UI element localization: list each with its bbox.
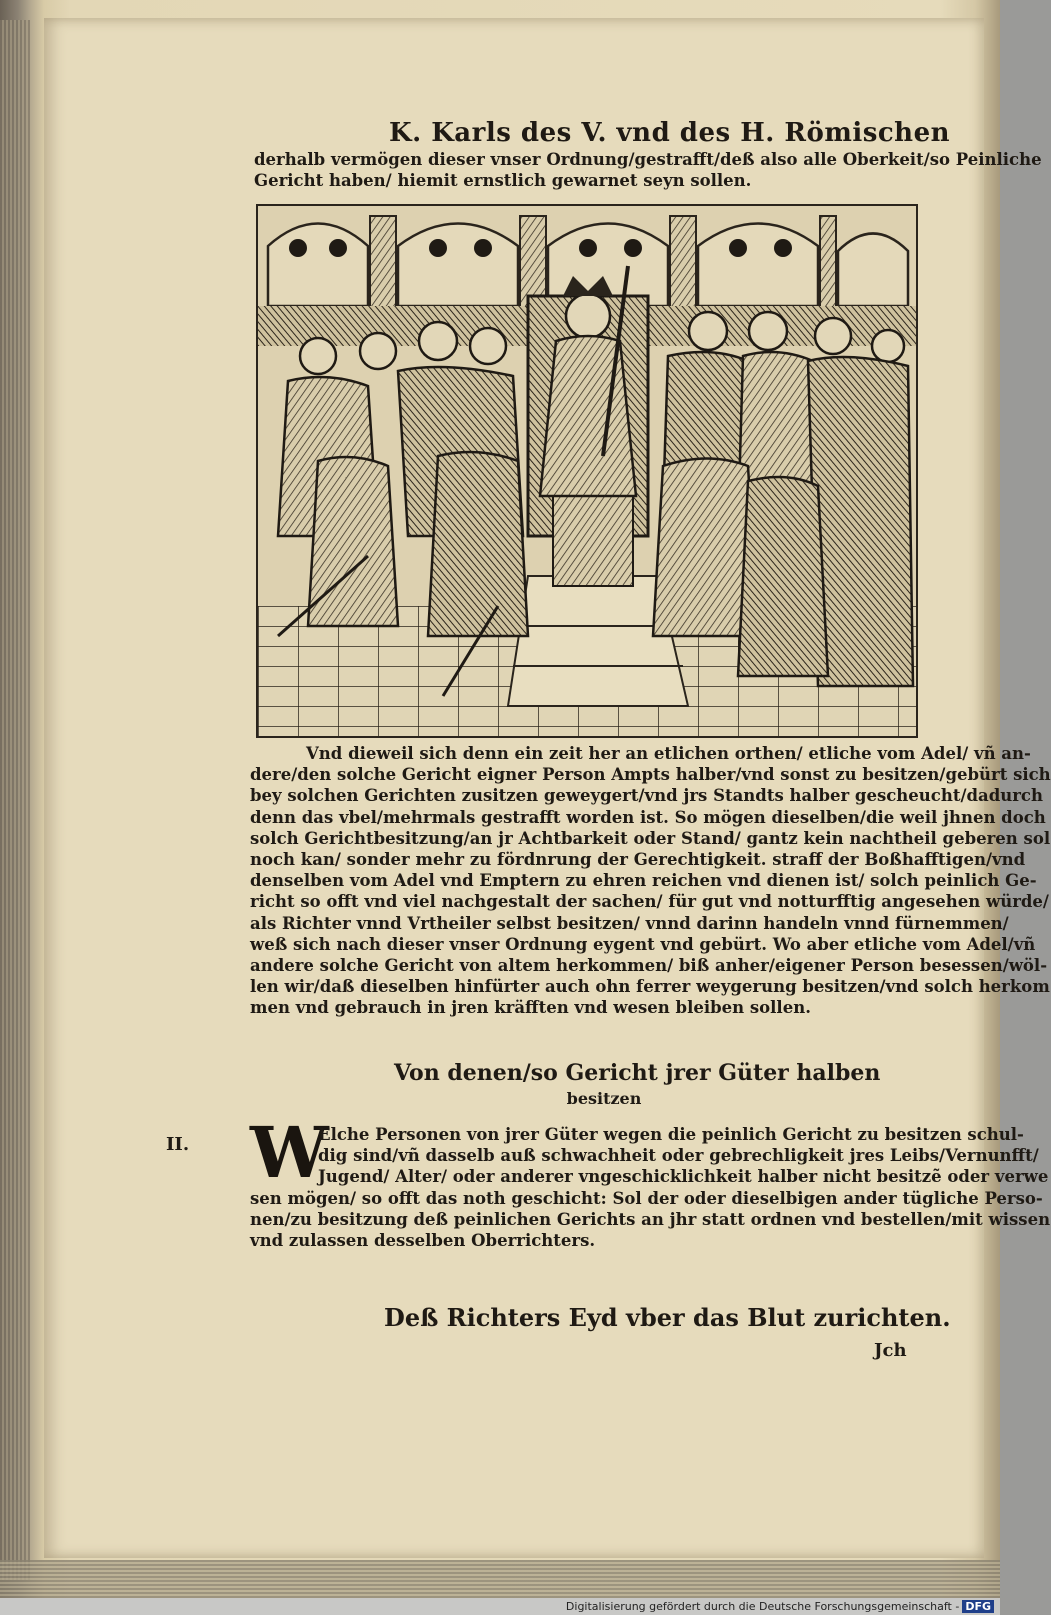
book-page xyxy=(44,18,1051,1558)
main-paragraph xyxy=(250,743,1051,1019)
text-line: denselben vom Adel vnd Emptern zu ehren reichen vnd dienen ist/ solch peinlich Ge- xyxy=(250,871,1037,891)
text-line: vnd zulassen desselben Oberrichters. xyxy=(250,1231,596,1251)
text-line: len wir/daß dieselben hinfürter auch ohn ferrer weygerung besitzen/vnd solch herkom xyxy=(250,977,1050,997)
catchword: Jch xyxy=(874,1340,907,1361)
text-line: derhalb vermögen dieser vnser Ordnung/gestrafft/deß also alle Oberkeit/so Peinliche xyxy=(254,150,1042,169)
text-line: richt so offt vnd viel nachgestalt der sachen/ für gut vnd notturfftig angesehen würde/ xyxy=(250,892,1049,912)
margin-number: II. xyxy=(166,1134,190,1155)
section-heading-continuation: besitzen xyxy=(566,1089,642,1108)
dfg-logo: DFG xyxy=(962,1600,994,1613)
text-line: sen mögen/ so offt das noth geschicht: Sol der oder dieselbigen ander tügliche Perso- xyxy=(250,1188,1043,1208)
text-line: als Richter vnnd Vrtheiler selbst besitzen/ vnnd darinn handeln vnnd fürnemmen/ xyxy=(250,913,1009,933)
woodcut-court-scene xyxy=(258,206,916,736)
text-line: dere/den solche Gericht eigner Person Ampts halber/vnd sonst zu besitzen/gebürt sich xyxy=(250,765,1051,785)
section-heading: Von denen/so Gericht jrer Güter halben xyxy=(394,1060,881,1086)
text-line: denn das vbel/mehrmals gestrafft worden ist. So mögen dieselben/die weil jhnen doch xyxy=(250,807,1046,827)
footer-credit xyxy=(0,1598,1000,1615)
intro-paragraph xyxy=(254,149,1042,191)
oath-heading: Deß Richters Eyd vber das Blut zurichten. xyxy=(384,1303,951,1332)
text-line: dig sind/vñ dasselb auß schwachheit oder gebrechligkeit jres Leibs/Vernunfft/ xyxy=(318,1146,1039,1166)
drop-cap: W xyxy=(250,1111,329,1194)
text-line: men vnd gebrauch in jren kräfften vnd wesen bleiben sollen. xyxy=(250,998,811,1018)
text-line: Jugend/ Alter/ oder anderer vngeschicklichkeit halber nicht besitzẽ oder verwe xyxy=(318,1167,1049,1187)
text-line: Vnd dieweil sich denn ein zeit her an etlichen orthen/ etliche vom Adel/ vñ an- xyxy=(306,744,1031,763)
text-line: bey solchen Gerichten zusitzen geweygert/vnd jrs Standts halber gescheucht/dadurch xyxy=(250,786,1043,806)
text-line: noch kan/ sonder mehr zu fördnrung der Gerechtigkeit. straff der Boßhafftigen/vnd xyxy=(250,850,1026,870)
text-line: andere solche Gericht von altem herkommen/ biß anher/eigener Person besessen/wöl- xyxy=(250,956,1048,976)
text-line: Gericht haben/ hiemit ernstlich gewarnet seyn sollen. xyxy=(254,171,752,191)
woodcut-illustration xyxy=(256,204,918,738)
section-paragraph xyxy=(250,1111,1051,1251)
footer-text: Digitalisierung gefördert durch die Deutsche Forschungsgemeinschaft - xyxy=(565,1600,960,1613)
running-head: K. Karls des V. vnd des H. Römischen xyxy=(389,118,951,148)
text-line: nen/zu besitzung deß peinlichen Gerichts an jhr statt ordnen vnd bestellen/mit wissen xyxy=(250,1209,1051,1229)
page-edges-bottom xyxy=(0,1560,1000,1598)
text-line: weß sich nach dieser vnser Ordnung eygent vnd gebürt. Wo aber etliche vom Adel/vñ xyxy=(250,934,1036,954)
text-line: solch Gerichtbesitzung/an jr Achtbarkeit oder Stand/ gantz kein nachtheil geberen sol xyxy=(250,828,1051,848)
text-line: Elche Personen von jrer Güter wegen die peinlich Gericht zu besitzen schul- xyxy=(318,1125,1024,1144)
page-edges-left xyxy=(0,20,30,1580)
